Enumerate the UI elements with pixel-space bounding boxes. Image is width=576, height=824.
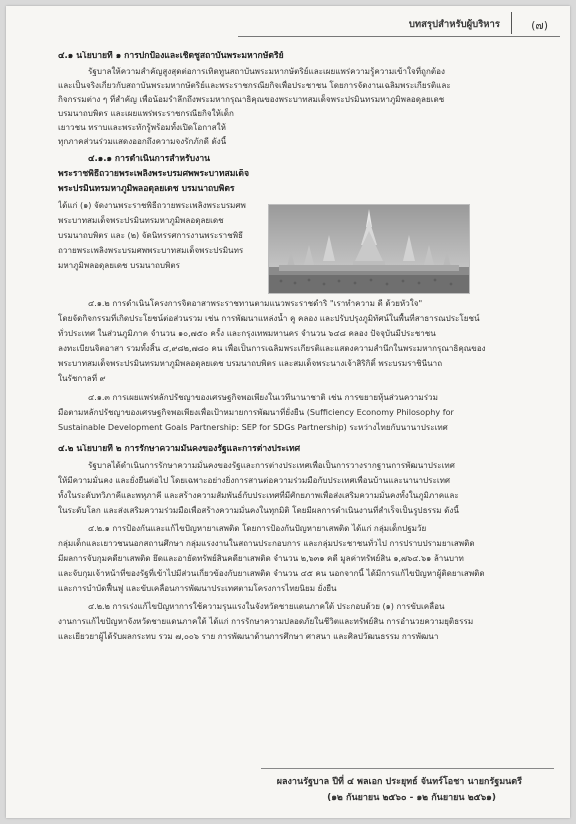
document-page xyxy=(6,6,570,818)
text-line: Sustainable Development Goals Partnership: SEP for SDGs Partnership) ระหว่างไทยกับนานาประเทศ xyxy=(58,422,448,432)
header-title: บทสรุปสำหรับผู้บริหาร xyxy=(408,19,500,30)
text-line: ถวายพระเพลิงพระบรมศพพระบาทสมเด็จพระปรมินทร xyxy=(58,245,244,255)
text-line: ลงทะเบียนจิตอาสา รวมทั้งสิ้น ๔,๙๘๒,๗๘๐ คน เพื่อเป็นการเฉลิมพระเกียรติและแสดงความสำนึกในพระมหากรุณาธิคุณของ xyxy=(58,343,486,353)
subsection-4-1-3-first-line: ๔.๑.๓ การเผยแพร่หลักปรัชญาของเศรษฐกิจพอเพียงในเวทีนานาชาติ เช่น การขยายหุ้นส่วนความร่วม xyxy=(88,392,438,402)
text-line: บรมนาถบพิตร และเผยแพร่พระราชกรณียกิจให้เด็ก xyxy=(58,108,234,118)
header-rule xyxy=(238,36,560,37)
text-line: เยาวชน ทราบและพระทักรู้พร้อมทั้งเปิดโอกาสให้ xyxy=(58,122,226,132)
subsection-heading-line: พระปรมินทรมหาภูมิพลอดุลยเดช บรมนาถบพิตร xyxy=(58,184,235,194)
text-line: ทั้งในระดับทวิภาคีและพหุภาคี และสร้างความสัมพันธ์กับประเทศที่มีศักยภาพเพื่อส่งเสริมความมั่นคงทั้งในภูมิภาคและ xyxy=(58,490,459,500)
text-line: ทั่วประเทศ ในส่วนภูมิภาค จำนวน ๑๐,๗๕๐ ครั้ง และกรุงเทพมหานคร จำนวน ๖๔๘ คลอง ปัจจุบันมีประชาชน xyxy=(58,328,436,338)
section-heading-4-2: ๔.๒ นโยบายที่ ๒ การรักษาความมั่นคงของรัฐและการต่างประเทศ xyxy=(58,444,301,454)
footer-title: ผลงานรัฐบาล ปีที่ ๔ พลเอก ประยุทธ์ จันทร์โอชา นายกรัฐมนตรี xyxy=(276,777,522,787)
text-line: และเป็นจริงเกี่ยวกับสถาบันพระมหากษัตริย์และพระราชกรณียกิจเพื่อประชาชน โดยการจัดงานเฉลิมพระเกียรติและ xyxy=(58,80,451,90)
text-line: และการบำบัดฟื้นฟู และขับเคลื่อนการพัฒนาประเทศตามโครงการไทยนิยม ยั่งยืน xyxy=(58,583,337,593)
text-line: งานการแก้ไขปัญหาจังหวัดชายแดนภาคใต้ ได้แก่ การรักษาความปลอดภัยในชีวิตและทรัพย์สิน การอำนวยความยุติธรรม xyxy=(58,616,474,626)
footer-rule xyxy=(261,768,554,769)
text-line: มือตามหลักปรัชญาของเศรษฐกิจพอเพียงเพื่อเป้าหมายการพัฒนาที่ยั่งยืน (Sufficiency Economy Philosophy for xyxy=(58,407,454,417)
text-line: มหาภูมิพลอดุลยเดช บรมนาถบพิตร xyxy=(58,260,180,270)
text-line: และจับกุมเจ้าหน้าที่ของรัฐที่เข้าไปมีส่วนเกี่ยวข้องกับยาเสพติด จำนวน ๔๕ คน นอกจากนี้ ได้มีการแก้ไขปัญหาผู้ติดยาเสพติด xyxy=(58,568,485,578)
text-line: พระบาทสมเด็จพระปรมินทรมหาภูมิพลอดุลยเดช บรมนาถบพิตร และสมเด็จพระนางเจ้าสิริกิติ์ พระบรมราชินีนาถ xyxy=(58,358,443,368)
subsection-4-1-2-first-line: ๔.๑.๒ การดำเนินโครงการจิตอาสาพระราชทานตามแนวพระราชดำริ "เราทำความ ดี ด้วยหัวใจ" xyxy=(88,298,423,308)
royal-crematorium-image xyxy=(269,205,469,293)
subsection-4-2-2-first-line: ๔.๒.๒ การเร่งแก้ไขปัญหาการใช้ความรุนแรงในจังหวัดชายแดนภาคใต้ ประกอบด้วย (๑) การขับเคลื่อน xyxy=(88,601,445,611)
text-line: ในรัชกาลที่ ๙ xyxy=(58,373,106,383)
text-line: บรมนาถบพิตร และ (๒) จัดนิทรรศการงานพระราชพิธี xyxy=(58,230,243,240)
page-number: (๗) xyxy=(531,19,548,32)
section-heading-4-1: ๔.๑ นโยบายที่ ๑ การปกป้องและเชิดชูสถาบันพระมหากษัตริย์ xyxy=(58,51,284,61)
footer-date-range: (๑๒ กันยายน ๒๕๖๐ - ๑๒ กันยายน ๒๕๖๑) xyxy=(327,793,496,803)
text-line: ทุกภาคส่วนร่วมแสดงออกถึงความจงรักภักดี ดังนี้ xyxy=(58,136,227,146)
text-line: ได้แก่ (๑) จัดงานพระราชพิธีถวายพระเพลิงพระบรมศพ xyxy=(58,200,246,210)
text-line: ให้มีความมั่นคง และยั่งยืนต่อไป โดยเฉพาะอย่างยิ่งการสานต่อความร่วมมือกับประเทศเพื่อนบ้านและนานาประเทศ xyxy=(58,475,451,485)
text-line: ในระดับโลก และส่งเสริมความร่วมมือเพื่อสร้างความมั่นคงในทุกมิติ โดยมีผลการดำเนินงานที่สำเร็จเป็นรูปธรรม ดังนี้ xyxy=(58,505,459,515)
text-line: พระบาทสมเด็จพระปรมินทรมหาภูมิพลอดุลยเดช xyxy=(58,215,224,225)
royal-crematorium-photo xyxy=(268,204,470,294)
header-separator xyxy=(511,12,512,34)
subsection-heading-line: พระราชพิธีถวายพระเพลิงพระบรมศพพระบาทสมเด็จ xyxy=(58,169,249,179)
subsection-heading-4-1-1: ๔.๑.๑ การดำเนินการสำหรับงาน xyxy=(88,154,211,164)
text-line: กลุ่มเด็กและเยาวชนนอกสถานศึกษา กลุ่มแรงงานในสถานประกอบการ และกลุ่มประชาชนทั่วไป การปราบปรามยาเสพติด xyxy=(58,538,475,548)
text-line: รัฐบาลได้ดำเนินการรักษาความมั่นคงของรัฐและการต่างประเทศเพื่อเป็นการวางรากฐานการพัฒนาประเทศ xyxy=(88,460,455,470)
text-line: รัฐบาลให้ความสำคัญสูงสุดต่อการเทิดทูนสถาบันพระมหากษัตริย์และเผยแพร่ความรู้ความเข้าใจที่ถูกต้อง xyxy=(88,66,445,76)
text-line: กิจกรรมต่าง ๆ ที่สำคัญ เพื่อน้อมรำลึกถึงพระมหากรุณาธิคุณของพระบาทสมเด็จพระปรมินทรมหาภูมิพลอดุลยเดช xyxy=(58,94,445,104)
subsection-4-2-1-first-line: ๔.๒.๑ การป้องกันและแก้ไขปัญหายาเสพติด โดยการป้องกันปัญหายาเสพติด ได้แก่ กลุ่มเด็กปฐมวัย xyxy=(88,523,427,533)
text-line: โดยจัดกิจกรรมที่เกิดประโยชน์ต่อส่วนรวม เช่น การพัฒนาแหล่งน้ำ คู คลอง และปรับปรุงภูมิทัศน์ในพื้นที่สาธารณประโยชน์ xyxy=(58,313,480,323)
text-line: และเยียวยาผู้ได้รับผลกระทบ รวม ๗,๐๐๖ ราย การพัฒนาด้านการศึกษา ศาสนา และศิลปวัฒนธรรม การพัฒนา xyxy=(58,631,439,641)
text-line: มีผลการจับกุมคดียาเสพติด ยึดและอายัดทรัพย์สินคดียาเสพติด จำนวน ๒,๖๓๑ คดี มูลค่าทรัพย์สิน ๑,๗๖๔.๖๑ ล้านบาท xyxy=(58,553,464,563)
